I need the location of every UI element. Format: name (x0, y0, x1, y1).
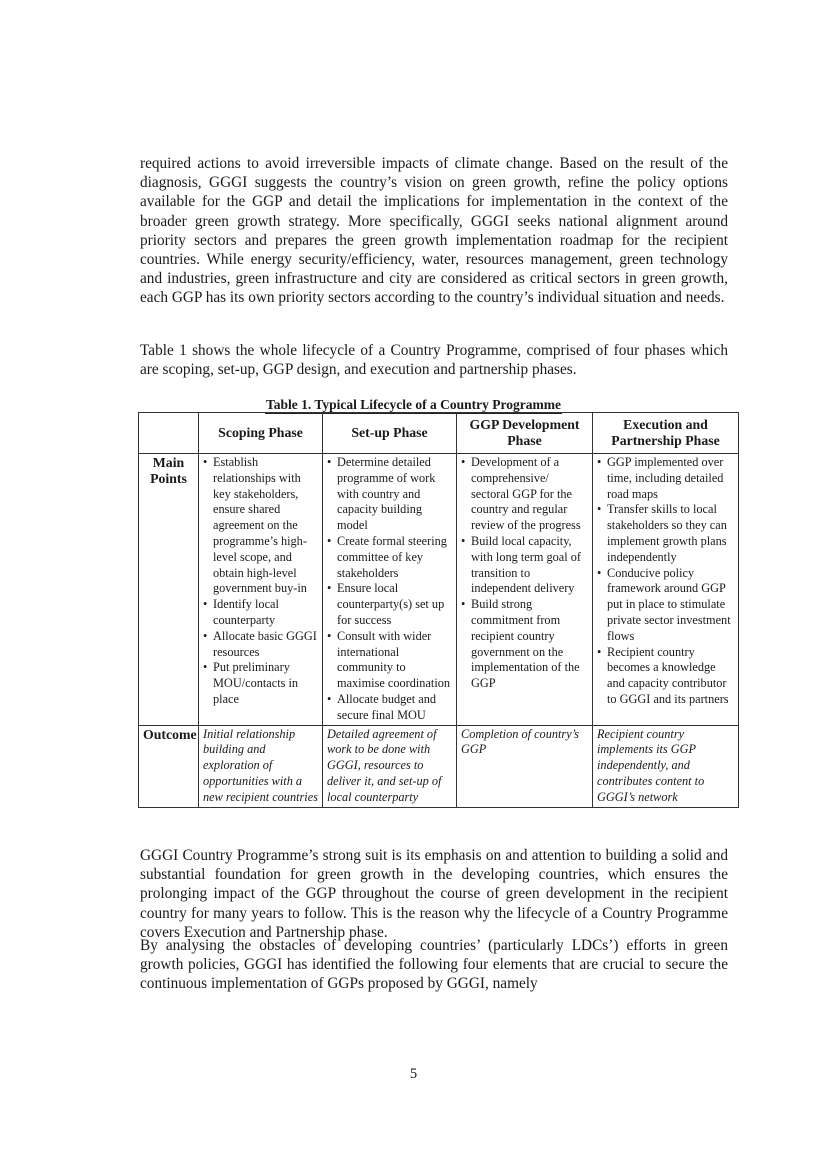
main-points-scoping (199, 454, 323, 726)
body-paragraph-1: required actions to avoid irreversible impacts of climate change. Based on the result of the diagnosis, GGGI suggests the country’s vision on green growth, refine the policy options available for the GGP and detail the implications for implementation in the context of the broader green growth strategy. More specifically, GGGI seeks national alignment around priority sectors and prepares the green growth implementation roadmap for the recipient countries. While energy security/efficiency, water, resources management, green technology and industries, green infrastructure and city are considered as critical sectors in green growth, each GGP has its own priority sectors according to the country’s individual situation and needs. (140, 155, 728, 307)
list-item: • Conducive policy framework around GGP put in place to stimulate private sector investment flows (597, 566, 734, 645)
list-item: • Put preliminary MOU/contacts in place (203, 660, 318, 707)
header-empty-cell (139, 413, 199, 454)
table-row-main-points (139, 454, 739, 726)
page-number: 5 (409, 1066, 418, 1082)
main-points-ggp-development (457, 454, 593, 726)
table-row-outcome (139, 725, 739, 807)
main-points-setup (323, 454, 457, 726)
header-execution-partnership-phase: Execution and Partnership Phase (593, 413, 739, 454)
body-paragraph-3: GGGI Country Programme’s strong suit is its emphasis on and attention to building a solid and substantial foundation for green growth in the developing countries, which ensures the prolonging impact of the GGP throughout the course of green development in the recipient country for many years to follow. This is the reason why the lifecycle of a Country Programme covers Execution and Partnership phase. (140, 847, 728, 941)
row-label-main-points: Main Points (139, 454, 199, 726)
table-title-text: Table 1. Typical Lifecycle of a Country Programme (266, 397, 561, 412)
outcome-execution-partnership: Recipient country implements its GGP independently, and contributes content to GGGI’s network (593, 725, 739, 807)
outcome-setup: Detailed agreement of work to be done with GGGI, resources to deliver it, and set-up of local counterparty (323, 725, 457, 807)
list-item: • Determine detailed programme of work with country and capacity building model (327, 455, 452, 534)
outcome-scoping: Initial relationship building and exploration of opportunities with a new recipient countries (199, 725, 323, 807)
row-label-outcome: Outcome (139, 725, 199, 807)
lifecycle-table (138, 412, 739, 808)
list-item: • Create formal steering committee of key stakeholders (327, 534, 452, 581)
list-item: • Allocate budget and secure final MOU (327, 692, 452, 724)
header-scoping-phase: Scoping Phase (199, 413, 323, 454)
header-setup-phase: Set-up Phase (323, 413, 457, 454)
list-item: • Build local capacity, with long term goal of transition to independent delivery (461, 534, 588, 597)
list-item: • Identify local counterparty (203, 597, 318, 629)
list-item: • Development of a comprehensive/ sectoral GGP for the country and regular review of the progress (461, 455, 588, 534)
list-item: • GGP implemented over time, including detailed road maps (597, 455, 734, 502)
list-item: • Build strong commitment from recipient country government on the implementation of the GGP (461, 597, 588, 692)
outcome-ggp-development: Completion of country’s GGP (457, 725, 593, 807)
body-paragraph-2: Table 1 shows the whole lifecycle of a Country Programme, comprised of four phases which are scoping, set-up, GGP design, and execution and partnership phases. (140, 342, 728, 379)
list-item: • Recipient country becomes a knowledge and capacity contributor to GGGI and its partners (597, 645, 734, 708)
main-points-execution-partnership (593, 454, 739, 726)
table-header-row (139, 413, 739, 454)
list-item: • Consult with wider international community to maximise coordination (327, 629, 452, 692)
header-ggp-development-phase: GGP Development Phase (457, 413, 593, 454)
list-item: • Ensure local counterparty(s) set up for success (327, 581, 452, 628)
body-paragraph-4: By analysing the obstacles of developing countries’ (particularly LDCs’) efforts in green growth policies, GGGI has identified the following four elements that are crucial to secure the continuous implementation of GGPs proposed by GGGI, namely (140, 937, 728, 993)
list-item: • Transfer skills to local stakeholders so they can implement growth plans independently (597, 502, 734, 565)
list-item: • Establish relationships with key stakeholders, ensure shared agreement on the programme’s high-level scope, and obtain high-level government buy-in (203, 455, 318, 597)
list-item: • Allocate basic GGGI resources (203, 629, 318, 661)
